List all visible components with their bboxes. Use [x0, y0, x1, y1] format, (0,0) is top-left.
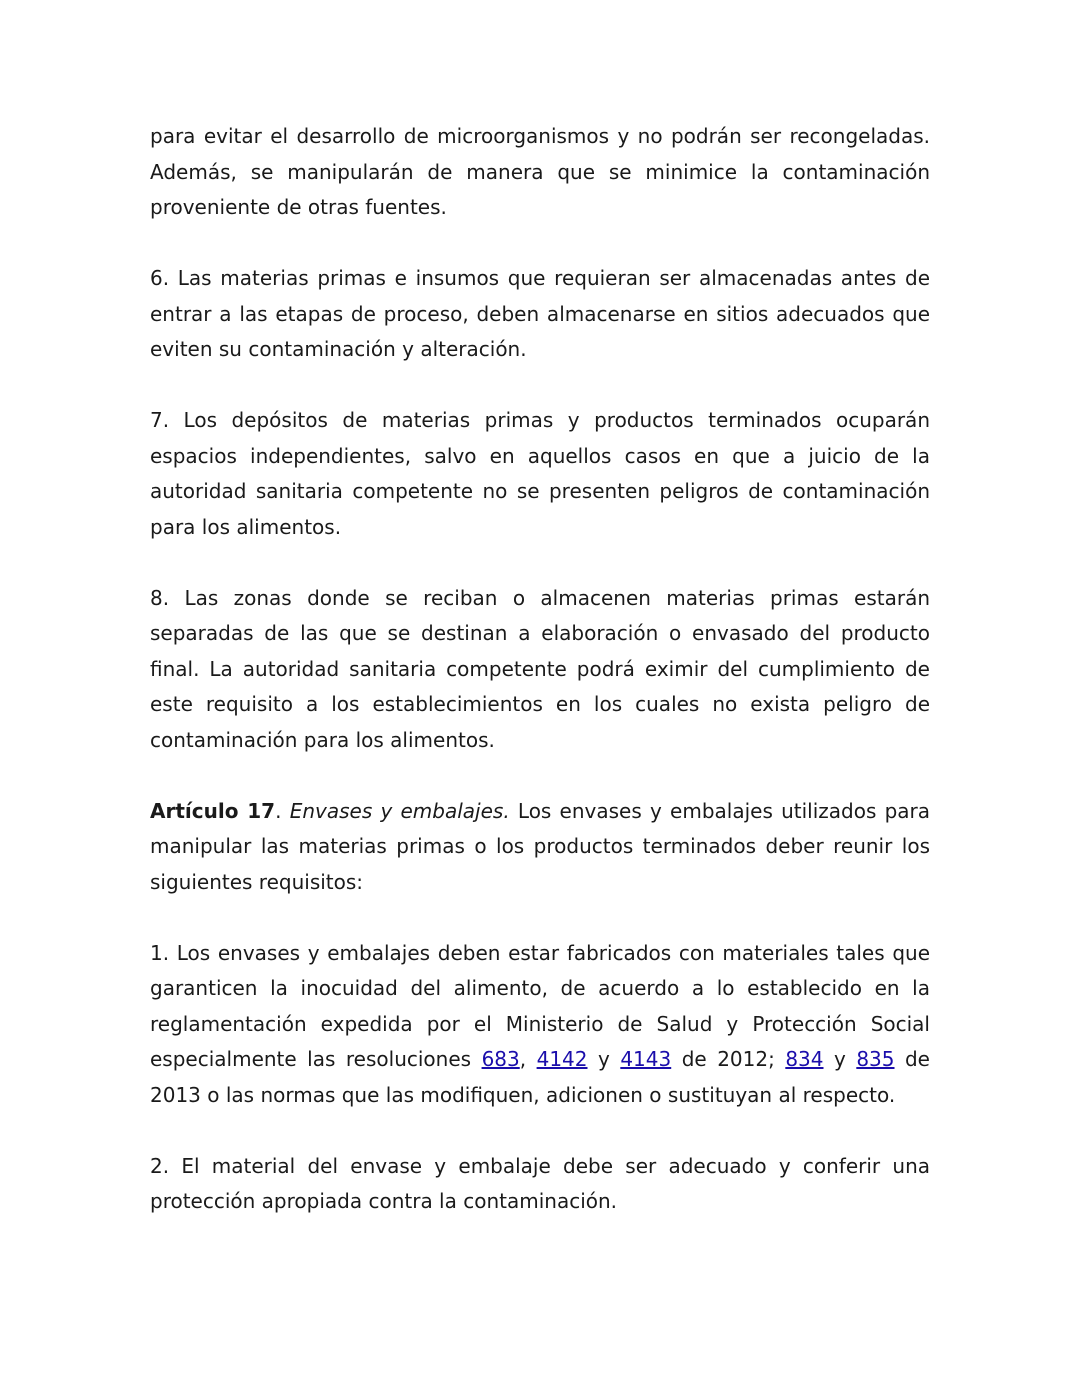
article-17-paragraph	[150, 794, 930, 901]
paragraph-continuation: para evitar el desarrollo de microorganismos y no podrán ser recongeladas. Además, se manipularán de manera que se minimice la contaminación proveniente de otras fuentes.	[150, 124, 930, 219]
article-17-text: Los envases y embalajes utilizados para manipular las materias primas o los productos terminados deber reunir los siguientes requisitos:	[150, 798, 931, 894]
paragraph-item-1	[150, 936, 930, 1114]
item-1-sep-a: ,	[519, 1047, 537, 1071]
resolution-4142-link[interactable]: 4142	[536, 1047, 588, 1071]
item-1-sep-c: de 2012;	[671, 1047, 786, 1071]
article-17-title: Envases y embalajes.	[289, 798, 510, 823]
paragraph-item-7: 7. Los depósitos de materias primas y productos terminados ocuparán espacios independientes, salvo en aquellos casos en que a juicio de la autoridad sanitaria competente no se presenten peligros de contaminación para los alimentos.	[150, 408, 930, 539]
resolution-834-link[interactable]: 834	[785, 1047, 824, 1071]
resolution-683-link[interactable]: 683	[481, 1047, 520, 1071]
article-17-label: Artículo 17	[150, 798, 276, 823]
paragraph-item-6: 6. Las materias primas e insumos que requieran ser almacenadas antes de entrar a las etapas de proceso, deben almacenarse en sitios adecuados que eviten su contaminación y alteración.	[150, 266, 930, 361]
item-1-sep-d: y	[823, 1047, 857, 1071]
article-17-separator: .	[275, 798, 290, 823]
paragraph-item-2: 2. El material del envase y embalaje debe ser adecuado y conferir una protección apropiada contra la contaminación.	[150, 1153, 930, 1213]
paragraph-item-8: 8. Las zonas donde se reciban o almacenen materias primas estarán separadas de las que se destinan a elaboración o envasado del producto final. La autoridad sanitaria competente podrá eximir del cumplimiento de este requisito a los establecimientos en los cuales no exista peligro de contaminación para los alimentos.	[150, 585, 930, 752]
resolution-835-link[interactable]: 835	[856, 1047, 895, 1071]
item-1-sep-b: y	[587, 1047, 621, 1071]
item-1-text-start: 1. Los envases y embalajes deben estar fabricados con materiales tales que garanticen la inocuidad del alimento, de acuerdo a lo establecido en la reglamentación expedida por el Ministerio de Salud y Protección Social especialmente las resoluciones	[150, 940, 930, 1071]
resolution-4143-link[interactable]: 4143	[620, 1047, 672, 1071]
item-1-text-end: de 2013 o las normas que las modifiquen, adicionen o sustituyan al respecto.	[150, 1047, 930, 1107]
document-page	[150, 119, 930, 1255]
